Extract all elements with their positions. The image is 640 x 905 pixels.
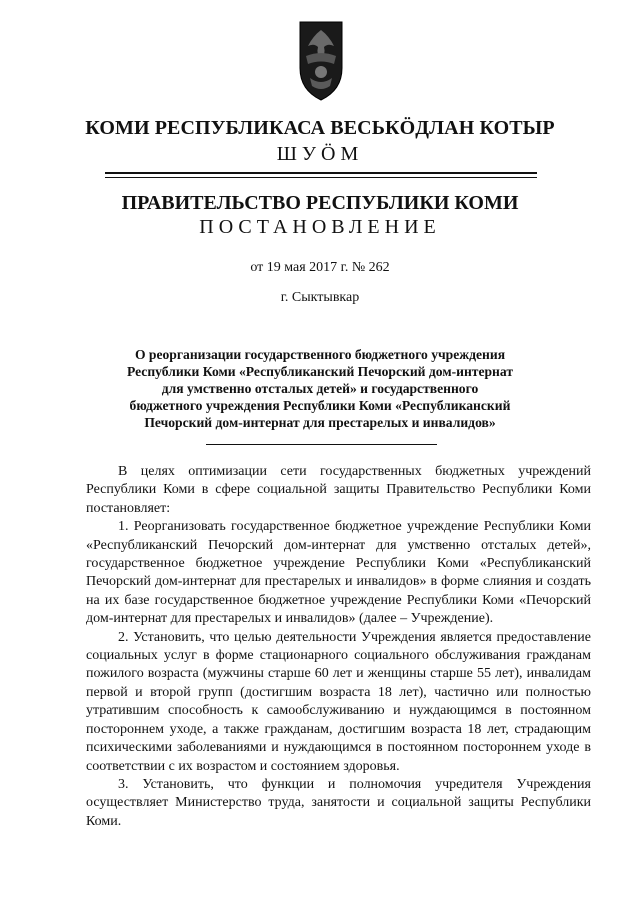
clause-paragraph: 1. Реорганизовать государственное бюджетное учреждение Республики Коми «Республиканский Печорский дом-интернат для умственно отсталых детей», государственное бюджетное учреждение Республики Коми «Республиканский Печорский дом-интернат для престарелых и инвалидов» в форме слияния и создать на их базе государственное бюджетное учреждение Республики Коми «Печорский дом-интернат для престарелых и инвалидов» (далее – Учреждение). [86,519,591,627]
document-type: ПОСТАНОВЛЕНИЕ [199,216,441,238]
title-divider [206,444,437,445]
document-date: от 19 мая 2017 г. № 262 [250,260,390,275]
document-body [86,463,591,831]
title-line: Республики Коми «Республиканский Печорский дом-интернат [126,364,513,379]
clause-paragraph: 3. Установить, что функции и полномочия учредителя Учреждения осуществляет Министерство труда, занятости и социальной защиты Республики Коми. [86,776,591,829]
header-divider-thin [105,177,537,178]
title-line: бюджетного учреждения Республики Коми «Республиканский [129,398,511,413]
title-line: для умственно отсталых детей» и государственного [161,381,479,396]
header-divider-thick [105,172,537,174]
clause-paragraph: 2. Установить, что целью деятельности Учреждения является предоставление социальных услуг в форме стационарного социального обслуживания гражданам пожилого возраста (мужчины старше 60 лет и женщины старше 55 лет), инвалидам первой и второй групп (достигшим возраста 18 лет), частично или полностью утратившим способность к самообслуживанию и нуждающимся в постоянном постороннем уходе, а также гражданам, достигшим возраста 18 лет, страдающим психическими заболеваниями и нуждающимся в постоянном постороннем уходе в соответствии с их возрастом и состоянием здоровья. [86,629,591,774]
document-title [100,346,540,431]
komi-header-subtitle: ШУӦМ [276,143,364,165]
title-line: О реорганизации государственного бюджетного учреждения [134,347,506,362]
preamble-paragraph: В целях оптимизации сети государственных бюджетных учреждений Республики Коми в сфере социальной защиты Правительство Республики Коми постановляет: [86,464,591,516]
title-line: Печорский дом-интернат для престарелых и инвалидов» [144,415,496,430]
komi-coat-of-arms-icon [296,16,346,102]
document-city: г. Сыктывкар [280,290,360,305]
government-title: ПРАВИТЕЛЬСТВО РЕСПУБЛИКИ КОМИ [121,192,519,214]
komi-header-title: КОМИ РЕСПУБЛИКАСА ВЕСЬКӦДЛАН КОТЫР [85,117,555,139]
